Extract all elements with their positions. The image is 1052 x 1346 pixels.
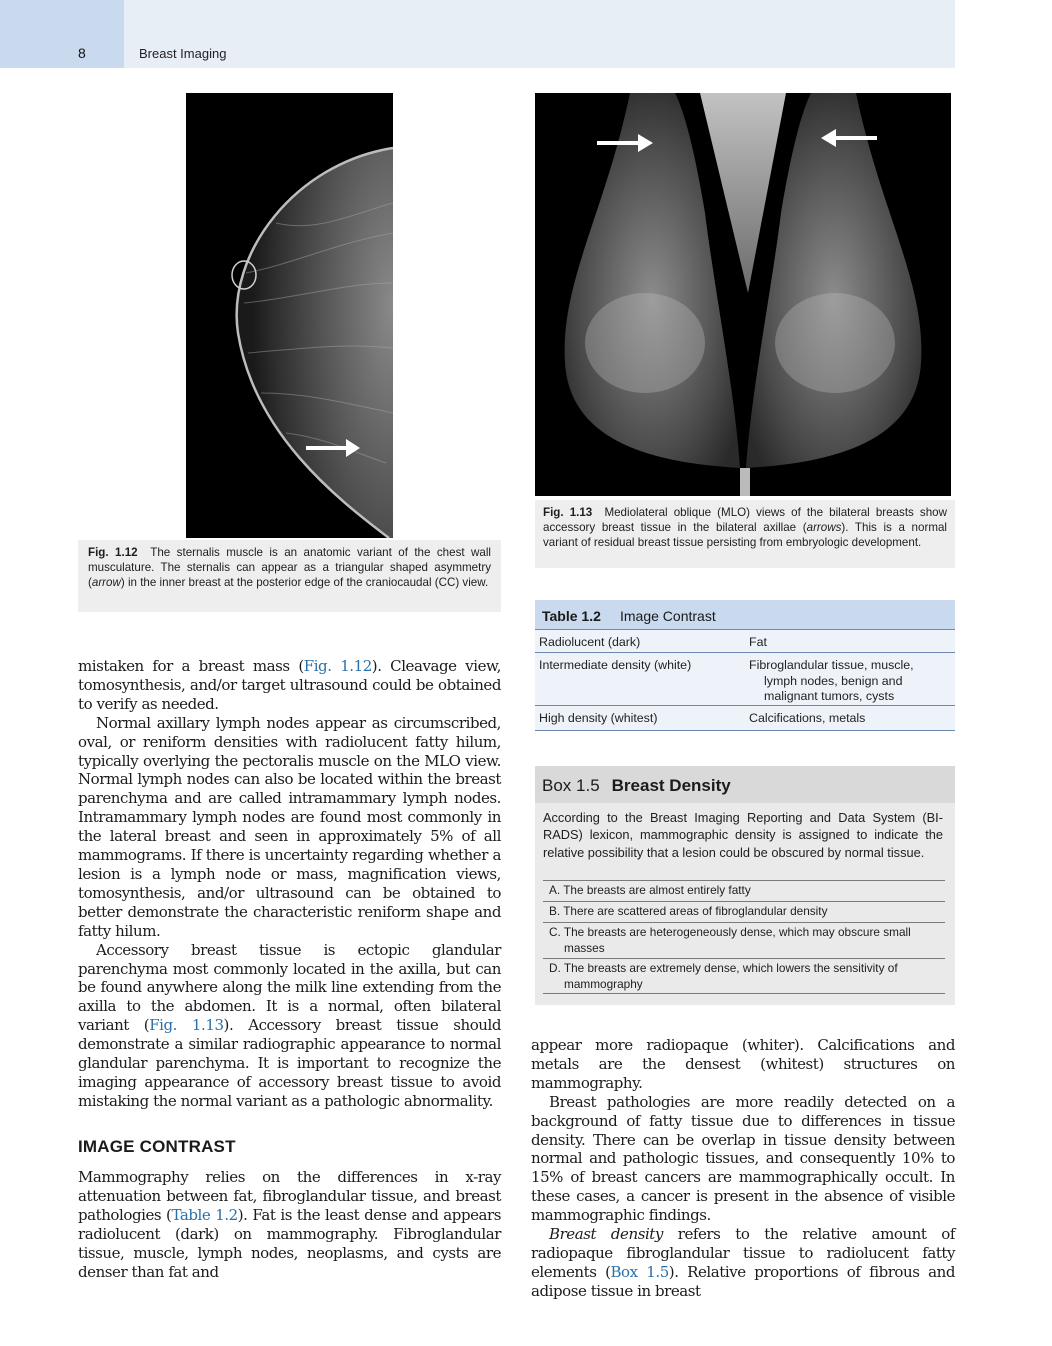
fig-1-13-link[interactable]: Fig. 1.13 xyxy=(149,1016,224,1035)
table-cell-line: malignant tumors, cysts xyxy=(764,689,895,703)
box-heading xyxy=(542,776,731,796)
section-heading: IMAGE CONTRAST xyxy=(78,1137,236,1156)
page-number: 8 xyxy=(78,45,86,61)
list-item-text: masses xyxy=(564,940,605,955)
table-row xyxy=(535,629,955,652)
text-run-italic: Breast density xyxy=(549,1225,663,1244)
right-column-text xyxy=(531,1036,955,1301)
page-number-box xyxy=(0,0,124,68)
text-run: ). Relative proportions of fibrous and adipose tissue in breast xyxy=(531,1262,955,1300)
fig-1-12-label: Fig. 1.12 xyxy=(88,546,138,559)
left-column-text xyxy=(78,657,501,1111)
list-bottom-rule xyxy=(543,993,945,994)
table-cell-line: lymph nodes, benign and xyxy=(764,673,903,688)
list-item xyxy=(543,880,945,902)
list-item xyxy=(543,922,945,958)
table-row xyxy=(535,705,955,730)
fig-1-12-mammogram-image xyxy=(186,93,393,538)
paragraph xyxy=(78,941,501,1111)
table-cell: High density (whitest) xyxy=(539,711,658,725)
text-run: ). Cleavage view, tomosynthesis, and/or target ultrasound could be obtained to verify as needed. xyxy=(78,657,501,713)
table-cell xyxy=(749,635,949,651)
text-run: ). Fat is the least dense and appears radiolucent (dark) on mammography. Fibroglandular tissue, muscle, lymph nodes, neoplasms, and cysts are denser than fat and xyxy=(78,1205,501,1281)
text-run: Mammography relies on the differences in x-ray attenuation between fat, fibroglandular tissue, and breast pathologies ( xyxy=(78,1168,501,1224)
table-cell xyxy=(749,711,949,727)
caption-text: Mediolateral oblique (MLO) views of the bilateral breasts show accessory breast tissue in the bilateral axillae ( xyxy=(543,506,947,535)
text-run: mistaken for a breast mass ( xyxy=(78,657,304,675)
table-cell-line: Calcifications, metals xyxy=(749,711,866,725)
fig-1-12-link[interactable]: Fig. 1.12 xyxy=(303,657,372,675)
list-item-text: D. The breasts are extremely dense, which lowers the sensitivity of xyxy=(549,961,898,975)
paragraph: appear more radiopaque (whiter). Calcifications and metals are the densest (whitest) structures on mammography. xyxy=(531,1036,955,1092)
box-title: Breast Density xyxy=(611,776,731,795)
paragraph xyxy=(78,1168,501,1281)
box-1-5-link[interactable]: Box 1.5 xyxy=(610,1262,669,1281)
list-item-text: C. The breasts are heterogeneously dense, which may obscure small xyxy=(549,925,911,939)
list-item-text: A. The breasts are almost entirely fatty xyxy=(549,883,751,897)
caption-italic: arrow xyxy=(91,576,121,590)
table-cell-line: Fibroglandular tissue, muscle, xyxy=(749,658,914,672)
text-run: Accessory breast tissue is ectopic glandular parenchyma most commonly located in the axilla, but can be found anywhere along the milk line extending from the axilla to the abdomen. It is a normal, often bilateral variant ( xyxy=(78,940,501,1035)
fig-1-13-caption xyxy=(535,500,955,568)
table-cell: Intermediate density (white) xyxy=(539,658,692,672)
fig-1-13-mammogram-image xyxy=(535,93,951,496)
table-1-2-link[interactable]: Table 1.2 xyxy=(171,1205,238,1224)
box-description: According to the Breast Imaging Reporting and Data System (BI-RADS) lexicon, mammographic density is assigned to indicate the relative possibility that a lesion could be obscured by normal tissue. xyxy=(543,810,943,860)
table-header xyxy=(535,600,955,629)
left-column-text xyxy=(78,1168,501,1281)
table-bottom-rule xyxy=(535,730,955,731)
caption-text: ) in the inner breast at the posterior edge of the craniocaudal (CC) view. xyxy=(120,576,489,590)
caption-text: ). This is a normal variant of residual breast tissue persisting from embryologic development. xyxy=(543,521,947,550)
text-run: refers to the relative amount of radiopaque fibroglandular tissue to radiolucent fatty elements ( xyxy=(531,1225,955,1281)
table-cell xyxy=(749,658,949,705)
box-body xyxy=(535,803,955,1005)
caption-text: The sternalis muscle is an anatomic variant of the chest wall musculature. The sternalis can appear as a triangular shaped asymmetry ( xyxy=(88,546,491,590)
list-item-text: mammography xyxy=(564,976,643,991)
fig-1-12-caption xyxy=(78,540,501,612)
table-number: Table 1.2 xyxy=(542,608,601,624)
paragraph: Breast pathologies are more readily detected on a background of fatty tissue due to differences in tissue density. There can be overlap in tissue density between normal and pathologic tissues, and consequently 10% to 15% of breast cancers are mammographically occult. In these cases, a cancer is present in the absence of visible mammographic findings. xyxy=(531,1092,955,1225)
list-item-text: B. There are scattered areas of fibroglandular density xyxy=(549,904,828,918)
running-title: Breast Imaging xyxy=(139,46,227,61)
text-run: ). Accessory breast tissue should demonstrate a similar radiographic appearance to normal glandular parenchyma. It is important to recognize the imaging appearance of accessory breast tissue to avoid mistaking the normal variant as a pathologic abnormality. xyxy=(78,1016,501,1110)
table-row xyxy=(535,652,955,705)
paragraph: Normal axillary lymph nodes appear as circumscribed, oval, or reniform densities with radiolucent fatty hilum, typically overlying the pectoralis muscle on the MLO view. Normal lymph nodes can also be located within the breast parenchyma and are called intramammary lymph nodes. Intramammary lymph nodes are found most commonly in the lateral breast and seen in approximately 5% of all mammograms. If there is uncertainty regarding whether a lesion is a lymph node or mass, magnification views, tomosynthesis, and/or ultrasound can be obtained to better demonstrate the characteristic reniform shape and fatty hilum. xyxy=(78,713,501,940)
caption-italic: arrows xyxy=(806,521,842,535)
table-cell-line: Fat xyxy=(749,635,767,649)
table-cell: Radiolucent (dark) xyxy=(539,635,641,649)
box-breast-density xyxy=(535,766,955,1005)
box-number: Box 1.5 xyxy=(542,776,600,795)
list-item xyxy=(543,958,945,994)
fig-1-13-label: Fig. 1.13 xyxy=(543,506,593,519)
paragraph xyxy=(531,1225,955,1301)
table-image-contrast xyxy=(535,600,955,731)
list-item xyxy=(543,901,945,922)
table-title: Image Contrast xyxy=(620,608,716,624)
paragraph xyxy=(78,657,501,714)
